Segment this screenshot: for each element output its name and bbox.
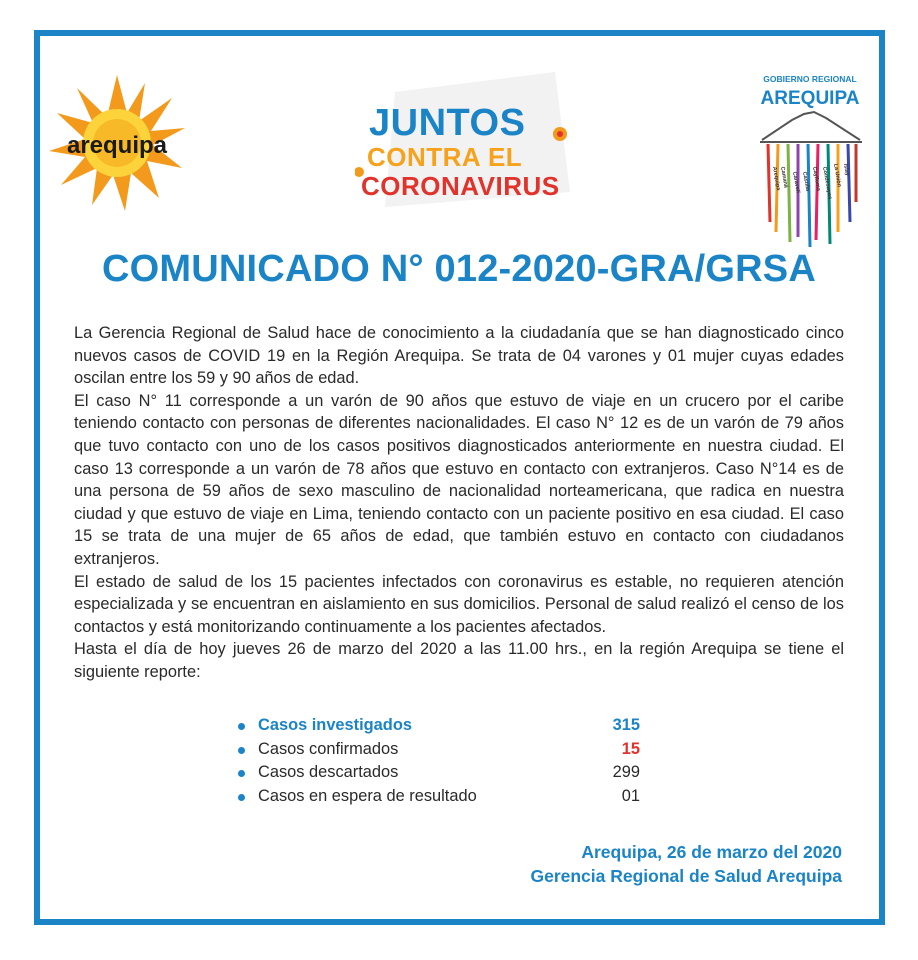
- stat-value: 315: [612, 716, 640, 734]
- page-title: COMUNICADO N° 012-2020-GRA/GRSA: [102, 248, 816, 290]
- volcano-icon: [760, 112, 862, 142]
- bullet-icon: [238, 747, 245, 754]
- list-item: [238, 738, 658, 762]
- signature-date: Arequipa, 26 de marzo del 2020: [581, 842, 842, 862]
- logo-right-title: AREQUIPA: [760, 88, 860, 109]
- stat-label: Casos confirmados: [258, 739, 399, 758]
- province-label: Castilla: [801, 171, 811, 192]
- list-item: [238, 714, 658, 738]
- paragraph: El caso N° 11 corresponde a un varón de 90 años que estuvo de viaje en un crucero por el caribe teniendo contacto con personas de diferentes nacionalidades. El caso N° 12 es de un varón de 79 años que tuvo contacto con uno de los casos positivos diagnosticados anteriormente en nuestra ciudad. El caso 13 corresponde a un varón de 78 años que estuvo en contacto con extranjeros. Caso N°14 es de una persona de 59 años de sexo masculino de nacionalidad norteamericana, que radica en nuestra ciudad y que estuvo de viaje en Lima, teniendo contacto con un paciente positivo en esa ciudad. El caso 15 se trata de una mujer de 65 años de edad, que también estuvo en contacto con ciudadanos extranjeros.: [74, 391, 844, 568]
- bullet-icon: [238, 770, 245, 777]
- stat-value: 01: [621, 786, 640, 805]
- paragraph: El estado de salud de los 15 pacientes infectados con coronavirus es estable, no requieren atención especializada y se encuentran en aislamiento en sus domicilios. Personal de salud realizó el censo de los contactos y está monitorizando continuamente a los pacientes afectados.: [74, 572, 844, 636]
- stat-value: 299: [612, 763, 640, 781]
- province-label: Islay: [842, 163, 851, 177]
- bullet-icon: [238, 723, 245, 730]
- list-item: [238, 785, 658, 809]
- logo-left-text: arequipa: [66, 132, 168, 159]
- stat-label: Casos descartados: [258, 763, 399, 781]
- stat-value: 15: [621, 739, 640, 758]
- case-report-list: [238, 714, 658, 808]
- stat-label: Casos investigados: [258, 716, 412, 734]
- gobierno-regional-logo: [752, 72, 872, 252]
- province-label: Condesuyos: [821, 166, 833, 200]
- juntos-campaign-logo: [355, 72, 570, 212]
- logo-juntos-text: JUNTOS: [369, 102, 526, 144]
- communique-body: [74, 322, 844, 684]
- textile-strands-icon: [768, 144, 856, 247]
- paragraph: Hasta el día de hoy jueves 26 de marzo del 2020 a las 11.00 hrs., en la región Arequipa se tiene el siguiente reporte:: [74, 640, 844, 681]
- bullet-icon: [238, 794, 245, 801]
- paragraph: La Gerencia Regional de Salud hace de conocimiento a la ciudadanía que se han diagnosticado cinco nuevos casos de COVID 19 en la Región Arequipa. Se trata de 04 varones y 01 mujer cuyas edades oscilan entre los 59 y 90 años de edad.: [74, 324, 844, 388]
- signature-organization: Gerencia Regional de Salud Arequipa: [530, 866, 842, 886]
- province-label: Caravelí: [791, 171, 801, 194]
- province-label: Arequipa: [771, 166, 782, 191]
- stat-label: Casos en espera de resultado: [258, 786, 477, 805]
- list-item: [238, 761, 658, 785]
- province-label: La Unión: [832, 163, 843, 188]
- logo-contra-text: CONTRA EL: [367, 142, 523, 172]
- province-label: Camaná: [779, 166, 789, 189]
- logo-coronavirus-text: CORONAVIRUS: [361, 171, 560, 201]
- logo-right-subtitle: GOBIERNO REGIONAL: [763, 74, 857, 84]
- arequipa-sun-logo: [47, 73, 187, 213]
- province-label: Caylloma: [811, 166, 822, 192]
